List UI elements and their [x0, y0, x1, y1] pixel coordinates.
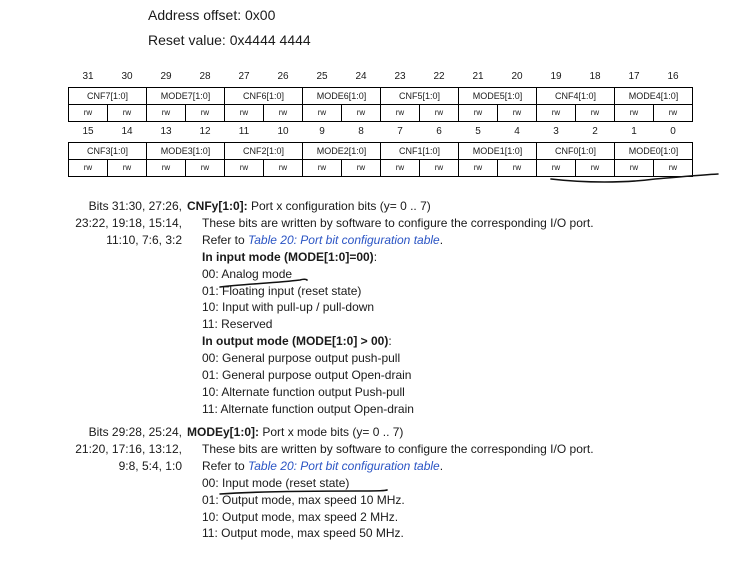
bits-line: 21:20, 17:16, 13:12,: [75, 441, 182, 456]
input-mode-heading: In input mode (MODE[1:0]=00): [202, 249, 374, 264]
refer-prefix: Refer to: [202, 458, 249, 473]
heading-suffix: :: [388, 334, 392, 349]
access-cell: rw: [69, 104, 108, 121]
bit-number: 14: [121, 126, 133, 138]
access-cell: rw: [498, 104, 537, 121]
input-option: 00: Analog mode: [202, 266, 293, 281]
access-cell: rw: [654, 159, 693, 176]
mode-desc: These bits are written by software to configure the corresponding I/O port.: [202, 441, 594, 456]
field-mode1: MODE1[1:0]: [459, 142, 537, 159]
reset-value-label: Reset value: 0x4444 4444: [148, 32, 311, 48]
bits-line: 11:10, 7:6, 3:2: [106, 232, 182, 247]
mode-option: 01: Output mode, max speed 10 MHz.: [202, 492, 405, 507]
bit-number: 31: [82, 71, 94, 83]
access-cell: rw: [342, 159, 381, 176]
bit-number: 20: [511, 71, 523, 83]
field-mode0: MODE0[1:0]: [615, 142, 693, 159]
access-cell: rw: [576, 159, 615, 176]
output-option: 10: Alternate function output Push-pull: [202, 384, 405, 399]
bit-number: 29: [160, 71, 172, 83]
mode-option: 11: Output mode, max speed 50 MHz.: [202, 526, 404, 541]
bit-number: 28: [199, 71, 211, 83]
bit-number: 7: [397, 126, 403, 138]
bit-number: 3: [553, 126, 559, 138]
access-cell: rw: [69, 159, 108, 176]
input-option: 11: Reserved: [202, 317, 273, 332]
field-cnf5: CNF5[1:0]: [381, 87, 459, 104]
access-cell: rw: [264, 159, 303, 176]
bit-number: 23: [394, 71, 406, 83]
access-cell: rw: [303, 159, 342, 176]
access-cell: rw: [537, 104, 576, 121]
access-cell: rw: [420, 159, 459, 176]
bit-number: 9: [319, 126, 325, 138]
table-20-link[interactable]: Table 20: Port bit configuration table: [248, 458, 440, 473]
mode-bit-positions: [40, 424, 182, 474]
mode-field-name: MODEy[1:0]:: [187, 425, 260, 439]
input-option: 10: Input with pull-up / pull-down: [202, 300, 375, 315]
input-option: 01: Floating input (reset state): [202, 283, 362, 298]
address-offset-label: Address offset: 0x00: [148, 7, 276, 23]
access-cell: rw: [186, 159, 225, 176]
mode-option: 00: Input mode (reset state): [202, 475, 350, 490]
cnf-summary: Port x configuration bits (y= 0 .. 7): [247, 199, 431, 213]
access-cell: rw: [381, 159, 420, 176]
bit-number: 11: [238, 126, 250, 138]
mode-option: 10: Output mode, max speed 2 MHz.: [202, 509, 399, 524]
bits-line: 23:22, 19:18, 15:14,: [75, 215, 182, 230]
register-table-high: [68, 67, 693, 122]
bit-number: 1: [631, 126, 637, 138]
refer-suffix: .: [439, 232, 444, 247]
field-mode7: MODE7[1:0]: [147, 87, 225, 104]
access-cell: rw: [459, 104, 498, 121]
output-mode-heading: In output mode (MODE[1:0] > 00): [202, 334, 389, 349]
access-cell: rw: [342, 104, 381, 121]
field-mode3: MODE3[1:0]: [147, 142, 225, 159]
bit-number: 19: [550, 71, 562, 83]
access-cell: rw: [186, 104, 225, 121]
access-cell: rw: [147, 159, 186, 176]
access-cell: rw: [147, 104, 186, 121]
field-cnf4: CNF4[1:0]: [537, 87, 615, 104]
access-cell: rw: [381, 104, 420, 121]
access-cell: rw: [615, 159, 654, 176]
refer-prefix: Refer to: [202, 232, 249, 247]
bit-number: 15: [82, 126, 94, 138]
cnf-bit-positions: [40, 198, 182, 248]
output-option: 00: General purpose output push-pull: [202, 351, 401, 366]
access-cell: rw: [108, 159, 147, 176]
mode-summary: Port x mode bits (y= 0 .. 7): [259, 425, 404, 439]
access-cell: rw: [498, 159, 537, 176]
field-cnf7: CNF7[1:0]: [69, 87, 147, 104]
bits-line: 9:8, 5:4, 1:0: [118, 458, 182, 473]
bit-number: 2: [592, 126, 598, 138]
access-cell: rw: [108, 104, 147, 121]
table-20-link[interactable]: Table 20: Port bit configuration table: [248, 232, 440, 247]
bit-number: 17: [628, 71, 640, 83]
bit-number: 24: [355, 71, 367, 83]
cnf-desc: These bits are written by software to configure the corresponding I/O port.: [202, 215, 594, 230]
bit-number: 22: [433, 71, 445, 83]
bits-line: Bits 29:28, 25:24,: [88, 425, 182, 439]
bit-number: 26: [277, 71, 289, 83]
bit-number: 27: [238, 71, 250, 83]
access-cell: rw: [264, 104, 303, 121]
refer-suffix: .: [439, 458, 444, 473]
bit-number: 4: [514, 126, 520, 138]
cnf-field-name: CNFy[1:0]:: [187, 199, 248, 213]
heading-suffix: :: [373, 249, 378, 264]
field-mode2: MODE2[1:0]: [303, 142, 381, 159]
access-cell: rw: [225, 104, 264, 121]
bit-number: 18: [589, 71, 601, 83]
bit-number: 8: [358, 126, 364, 138]
bit-number: 5: [475, 126, 481, 138]
field-cnf3: CNF3[1:0]: [69, 142, 147, 159]
bit-number: 10: [277, 126, 289, 138]
access-cell: rw: [420, 104, 459, 121]
output-option: 11: Alternate function output Open-drain: [202, 401, 414, 416]
mode-description: [187, 424, 594, 542]
bit-number: 12: [199, 126, 211, 138]
register-table-low: [68, 122, 693, 177]
bit-number: 21: [472, 71, 484, 83]
access-cell: rw: [537, 159, 576, 176]
bit-number: 13: [160, 126, 172, 138]
field-mode6: MODE6[1:0]: [303, 87, 381, 104]
field-cnf0: CNF0[1:0]: [537, 142, 615, 159]
output-option: 01: General purpose output Open-drain: [202, 368, 412, 383]
field-cnf6: CNF6[1:0]: [225, 87, 303, 104]
bit-number: 6: [436, 126, 442, 138]
access-cell: rw: [615, 104, 654, 121]
access-cell: rw: [459, 159, 498, 176]
field-mode5: MODE5[1:0]: [459, 87, 537, 104]
bits-line: Bits 31:30, 27:26,: [88, 199, 182, 213]
field-cnf2: CNF2[1:0]: [225, 142, 303, 159]
access-cell: rw: [654, 104, 693, 121]
field-cnf1: CNF1[1:0]: [381, 142, 459, 159]
bit-number: 0: [670, 126, 676, 138]
bit-number: 25: [316, 71, 328, 83]
field-mode4: MODE4[1:0]: [615, 87, 693, 104]
access-cell: rw: [303, 104, 342, 121]
bit-number: 16: [667, 71, 679, 83]
access-cell: rw: [225, 159, 264, 176]
cnf-description: [187, 198, 594, 418]
bit-number: 30: [121, 71, 133, 83]
access-cell: rw: [576, 104, 615, 121]
